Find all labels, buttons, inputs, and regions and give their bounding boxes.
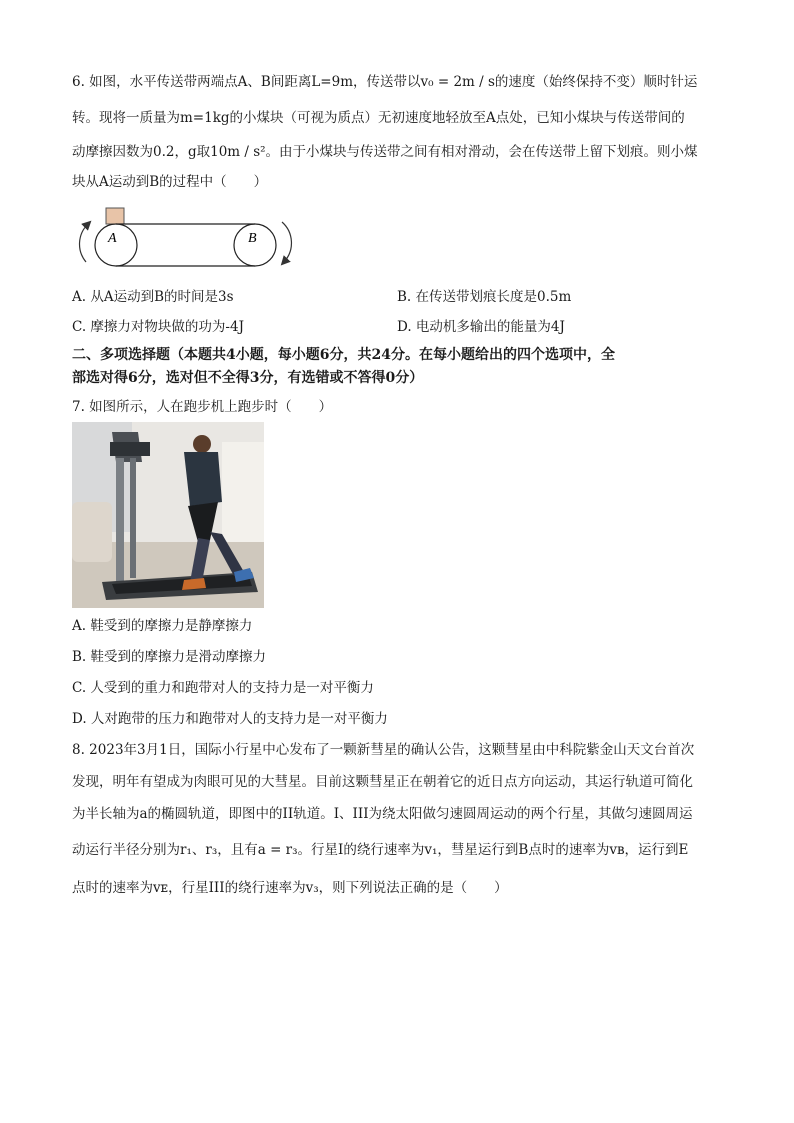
q6-option-a: A. 从A运动到B的时间是3s — [72, 289, 234, 305]
q6-option-d: D. 电动机多输出的能量为4J — [397, 319, 565, 335]
q8-stem-line-1: 8. 2023年3月1日，国际小行星中心发布了一颗新彗星的确认公告，这颗彗星由中科院紫金山天文台首次 — [72, 742, 695, 758]
coal-block — [106, 208, 124, 224]
treadmill-photo — [72, 422, 264, 608]
q6-stem-line-1: 6. 如图，水平传送带两端点A、B间距离L=9m，传送带以v₀ = 2m / s的速度（始终保持不变）顺时针运 — [72, 74, 698, 90]
section2-header-line-2: 部选对得6分，选对但不全得3分，有选错或不答得0分） — [72, 370, 424, 386]
q8-stem-line-2: 发现，明年有望成为肉眼可见的大彗星。目前这颗彗星正在朝着它的近日点方向运动，其运行轨道可简化 — [72, 774, 693, 790]
q6-stem-line-2: 转。现将一质量为m=1kg的小煤块（可视为质点）无初速度地轻放至A点处，已知小煤块与传送带间的 — [72, 110, 685, 126]
label-b: B — [248, 231, 257, 246]
q8-stem-line-4: 动运行半径分别为r₁、r₃，且有a = r₃。行星I的绕行速率为v₁，彗星运行到B点时的速率为vʙ，运行到E — [72, 842, 689, 858]
rotation-arrow-right — [282, 222, 291, 262]
rotation-arrow-left — [80, 224, 88, 262]
q6-option-c: C. 摩擦力对物块做的功为-4J — [72, 319, 244, 335]
q8-stem-line-3: 为半长轴为a的椭圆轨道，即图中的II轨道。I、III为绕太阳做匀速圆周运动的两个行星，其做匀速圆周运 — [72, 806, 693, 822]
q6-stem-line-3: 动摩擦因数为0.2，g取10m / s²。由于小煤块与传送带之间有相对滑动，会在传送带上留下划痕。则小煤 — [72, 144, 698, 160]
q7-option-c: C. 人受到的重力和跑带对人的支持力是一对平衡力 — [72, 680, 374, 696]
conveyor-belt-diagram — [70, 204, 300, 272]
section2-header-line-1: 二、多项选择题（本题共4小题，每小题6分，共24分。在每小题给出的四个选项中，全 — [72, 347, 615, 363]
q7-option-d: D. 人对跑带的压力和跑带对人的支持力是一对平衡力 — [72, 711, 388, 727]
q6-option-b: B. 在传送带划痕长度是0.5m — [397, 289, 572, 305]
label-a: A — [108, 231, 117, 246]
q7-option-a: A. 鞋受到的摩擦力是静摩擦力 — [72, 618, 253, 634]
q6-stem-line-4: 块从A运动到B的过程中（ ） — [72, 174, 268, 190]
q7-option-b: B. 鞋受到的摩擦力是滑动摩擦力 — [72, 649, 267, 665]
q7-stem: 7. 如图所示，人在跑步机上跑步时（ ） — [72, 399, 333, 415]
q8-stem-line-5: 点时的速率为vᴇ，行星III的绕行速率为v₃，则下列说法正确的是（ ） — [72, 880, 508, 896]
